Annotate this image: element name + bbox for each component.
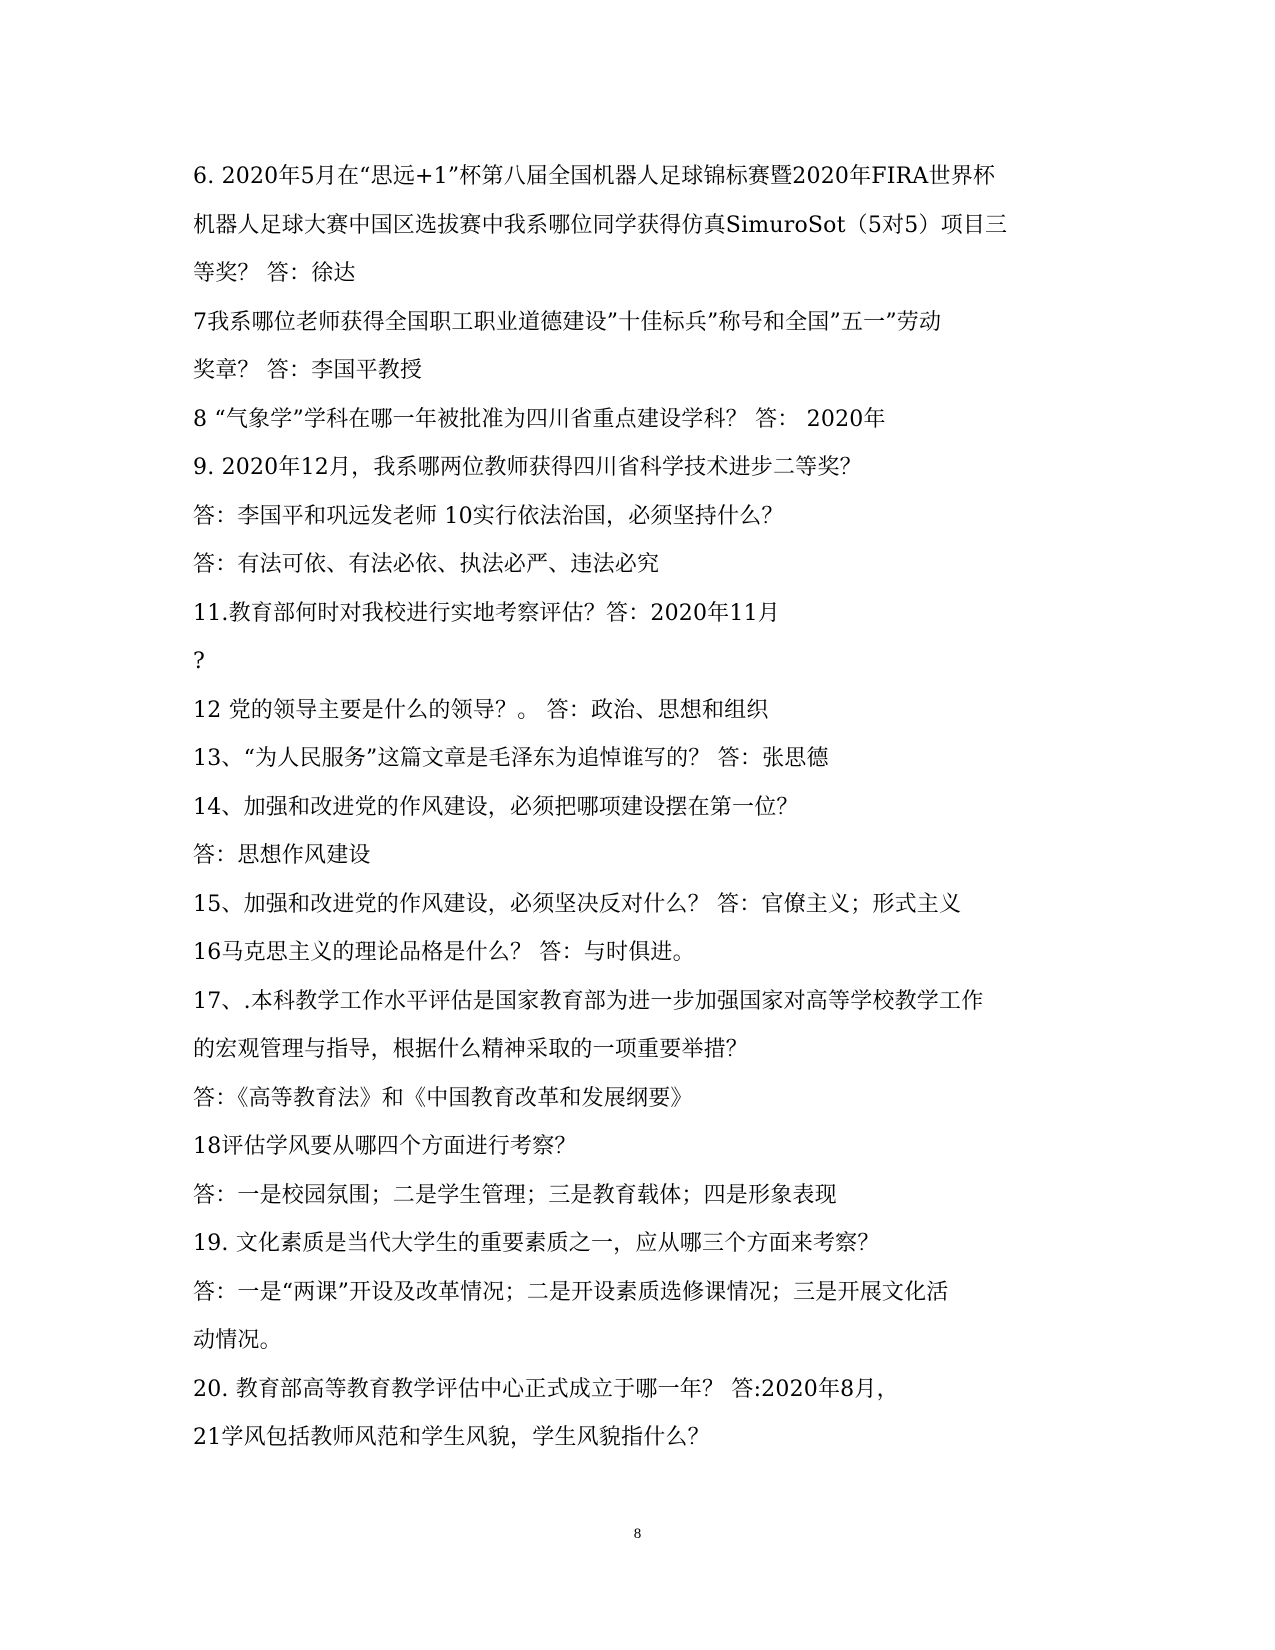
text-line: 8 “气象学”学科在哪一年被批准为四川省重点建设学科？ 答： 2020年 (193, 406, 886, 432)
text-line: 13、“为人民服务”这篇文章是毛泽东为追悼谁写的？ 答：张思德 (193, 746, 829, 771)
text-line: 答：有法可依、有法必依、执法必严、违法必究 (193, 552, 660, 577)
text-line: 12 党的领导主要是什么的领导？。 答：政治、思想和组织 (193, 697, 769, 723)
text-line: 17、.本科教学工作水平评估是国家教育部为进一步加强国家对高等学校教学工作 (193, 988, 984, 1014)
text-line: 动情况。 (193, 1328, 282, 1353)
text-line: 14、加强和改进党的作风建设，必须把哪项建设摆在第一位？ (193, 794, 799, 820)
text-line: 答：思想作风建设 (193, 843, 371, 868)
text-line: 18评估学风要从哪四个方面进行考察？ (193, 1134, 577, 1159)
page-number: 8 (633, 1526, 642, 1542)
text-line: 15、加强和改进党的作风建设，必须坚决反对什么？ 答：官僚主义；形式主义 (193, 891, 962, 917)
text-line: 答：《高等教育法》和《中国教育改革和发展纲要》 (193, 1085, 693, 1111)
text-line: 20. 教育部高等教育教学评估中心正式成立于哪一年？ 答:2020年8月， (193, 1376, 899, 1402)
text-line: 机器人足球大赛中国区选拔赛中我系哪位同学获得仿真SimuroSot（5对5）项目三 (193, 212, 1008, 238)
text-line: 11.教育部何时对我校进行实地考察评估？答：2020年11月 (193, 600, 780, 626)
text-line: 19. 文化素质是当代大学生的重要素质之一，应从哪三个方面来考察？ (193, 1231, 880, 1256)
text-line: 16马克思主义的理论品格是什么？ 答：与时俱进。 (193, 940, 695, 965)
text-line: 答：李国平和巩远发老师 10实行依法治国，必须坚持什么？ (193, 503, 784, 529)
text-line: 21学风包括教师风范和学生风貌，学生风貌指什么？ (193, 1425, 710, 1450)
text-line: 7我系哪位老师获得全国职工职业道德建设”十佳标兵”称号和全国”五一”劳动 (193, 309, 942, 335)
text-line: 9. 2020年12月，我系哪两位教师获得四川省科学技术进步二等奖？ (193, 455, 862, 480)
text-line: 答：一是校园氛围；二是学生管理；三是教育载体；四是形象表现 (193, 1182, 837, 1208)
question-answer-text (193, 153, 1093, 1463)
text-line: ? (193, 649, 205, 674)
text-line: 6. 2020年5月在“思远+1”杯第八届全国机器人足球锦标赛暨2020年FIRA世界杯 (193, 164, 996, 189)
text-line: 等奖？ 答：徐达 (193, 261, 356, 286)
text-line: 答：一是“两课”开设及改革情况；二是开设素质选修课情况；三是开展文化活 (193, 1279, 949, 1305)
text-line: 奖章？ 答：李国平教授 (193, 358, 423, 383)
text-line: 的宏观管理与指导，根据什么精神采取的一项重要举措？ (193, 1037, 749, 1062)
